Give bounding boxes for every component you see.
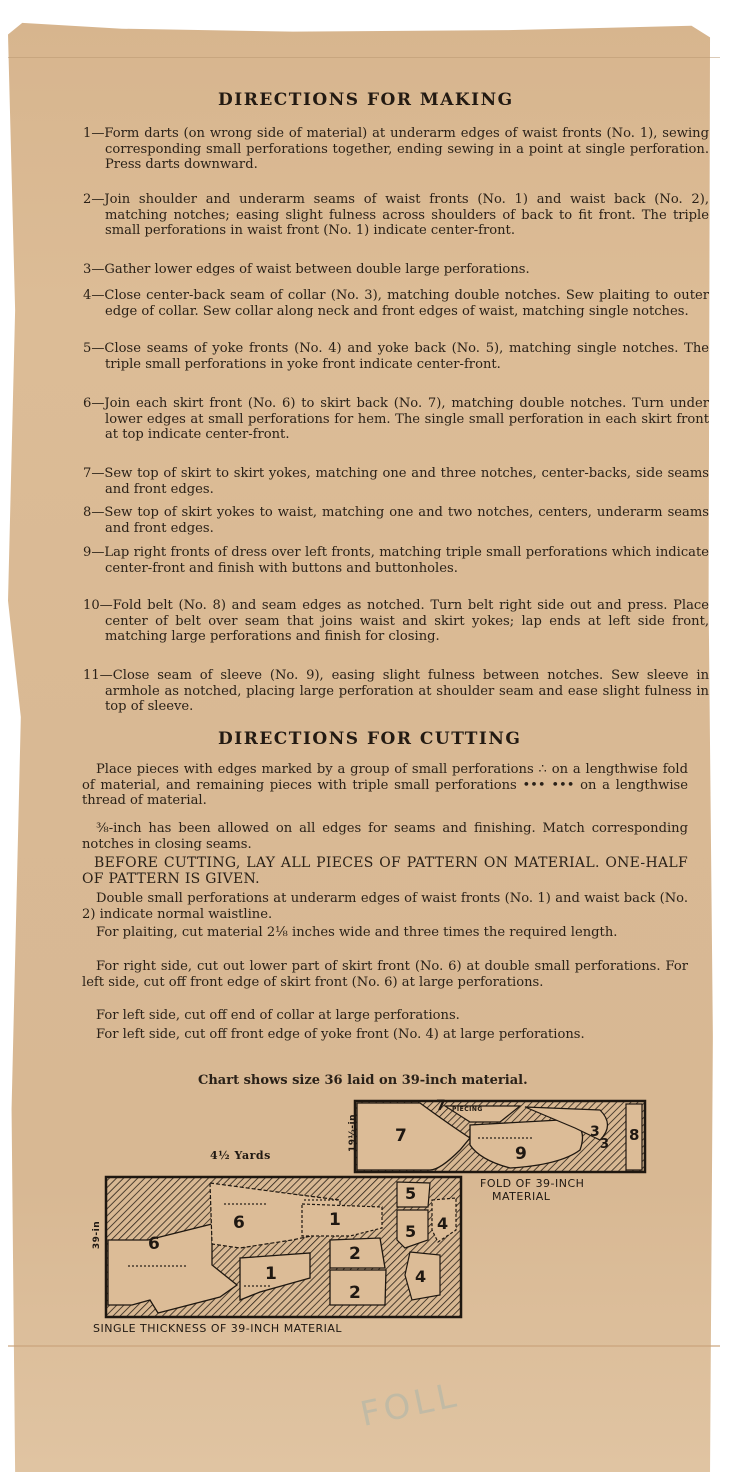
cutting-paragraph-2: ⅜-inch has been allowed on all edges for seams and finishing. Match corresponding notches in closing seams. bbox=[82, 821, 688, 852]
fold-caption-line-2: MATERIAL bbox=[492, 1190, 551, 1203]
making-step-7: 7—Sew top of skirt to skirt yokes, matching one and three notches, center-backs, side seams and front edges. bbox=[83, 466, 709, 497]
piece-label: 6 bbox=[148, 1234, 161, 1254]
making-step-1: 1—Form darts (on wrong side of material) at underarm edges of waist fronts (No. 1), sewing corresponding small perforations together, ending sewing in a point at single perforation. Press darts downward. bbox=[83, 126, 709, 173]
piecing-label: PIECING bbox=[452, 1106, 483, 1113]
cutting-title: DIRECTIONS FOR CUTTING bbox=[218, 729, 522, 749]
cutting-paragraph-5: For plaiting, cut material 2⅛ inches wide and three times the required length. bbox=[96, 925, 618, 940]
single-caption: SINGLE THICKNESS OF 39-INCH MATERIAL bbox=[93, 1322, 343, 1335]
making-step-5: 5—Close seams of yoke fronts (No. 4) and yoke back (No. 5), matching single notches. The triple small perforations in yoke front indicate center-front. bbox=[83, 341, 709, 372]
yardage-label: 4½ Yards bbox=[210, 1149, 271, 1162]
cutting-paragraph-1: Place pieces with edges marked by a group of small perforations ∴ on a lengthwise fold of material, and remaining pieces with triple small perforations ••• ••• on a lengthwise thread of material. bbox=[82, 762, 688, 809]
piece-label: 4 bbox=[437, 1214, 449, 1233]
piece-label: 2 bbox=[349, 1244, 362, 1264]
cutting-paragraph-3: BEFORE CUTTING, LAY ALL PIECES OF PATTERN ON MATERIAL. ONE-HALF OF PATTERN IS GIVEN. bbox=[82, 855, 688, 887]
piece-label: 7 bbox=[436, 1098, 447, 1114]
making-step-4: 4—Close center-back seam of collar (No. 3), matching double notches. Sew plaiting to outer edge of collar. Sew collar along neck and front edges of waist, matching single notches. bbox=[83, 288, 709, 319]
making-step-2: 2—Join shoulder and underarm seams of waist fronts (No. 1) and waist back (No. 2), matching notches; easing slight fulness across shoulders of back to fit front. The triple small perforations in waist front (No. 1) indicate center-front. bbox=[83, 192, 709, 239]
piece-label: 5 bbox=[405, 1184, 417, 1203]
piece-label: 9 bbox=[515, 1144, 528, 1164]
faded-handwritten-stamp: FOLL bbox=[356, 1375, 464, 1435]
piece-label: 1 bbox=[329, 1210, 342, 1230]
making-step-3: 3—Gather lower edges of waist between double large perforations. bbox=[83, 262, 530, 277]
single-width-label: 39-in bbox=[92, 1220, 103, 1250]
cutting-paragraph-7: For left side, cut off end of collar at large perforations. bbox=[96, 1008, 460, 1023]
making-step-11: 11—Close seam of sleeve (No. 9), easing slight fulness between notches. Sew sleeve in armhole as notched, placing large perforation at shoulder seam and ease slight fulness in top of sleeve. bbox=[83, 668, 709, 715]
fold-width-label: 19½-in bbox=[348, 1113, 359, 1153]
piece-label: 2 bbox=[349, 1283, 362, 1303]
making-step-6: 6—Join each skirt front (No. 6) to skirt back (No. 7), matching double notches. Turn under lower edges at small perforations for hem. The single small perforation in each skirt front at top indicate center-front. bbox=[83, 396, 709, 443]
chart-note: Chart shows size 36 laid on 39-inch material. bbox=[198, 1073, 528, 1088]
making-step-10: 10—Fold belt (No. 8) and seam edges as notched. Turn belt right side out and press. Place center of belt over seam that joins waist and skirt yokes; lap ends at left side front, matching large perforations and finish for closing. bbox=[83, 598, 709, 645]
making-title: DIRECTIONS FOR MAKING bbox=[218, 90, 514, 110]
cutting-paragraph-8: For left side, cut off front edge of yoke front (No. 4) at large perforations. bbox=[96, 1027, 585, 1042]
making-step-9: 9—Lap right fronts of dress over left fronts, matching triple small perforations which indicate center-front and finish with buttons and buttonholes. bbox=[83, 545, 709, 576]
fold-caption-line-1: FOLD OF 39-INCH bbox=[480, 1177, 585, 1190]
cutting-paragraph-6: For right side, cut out lower part of skirt front (No. 6) at double small perforations. For left side, cut off front edge of skirt front (No. 6) at large perforations. bbox=[82, 959, 688, 990]
piece-label: 5 bbox=[405, 1222, 417, 1241]
cutting-paragraph-4: Double small perforations at underarm edges of waist fronts (No. 1) and waist back (No. 2) indicate normal waistline. bbox=[82, 891, 688, 922]
piece-label: 6 bbox=[233, 1213, 246, 1233]
piece-label: 7 bbox=[395, 1126, 408, 1146]
making-step-8: 8—Sew top of skirt yokes to waist, matching one and two notches, centers, underarm seams and front edges. bbox=[83, 505, 709, 536]
piece-label: 3 bbox=[600, 1137, 610, 1152]
piece-label: 3 bbox=[590, 1124, 601, 1140]
piece-label: 1 bbox=[265, 1264, 278, 1284]
piece-label: 4 bbox=[415, 1267, 427, 1286]
piece-label: 8 bbox=[629, 1126, 640, 1144]
